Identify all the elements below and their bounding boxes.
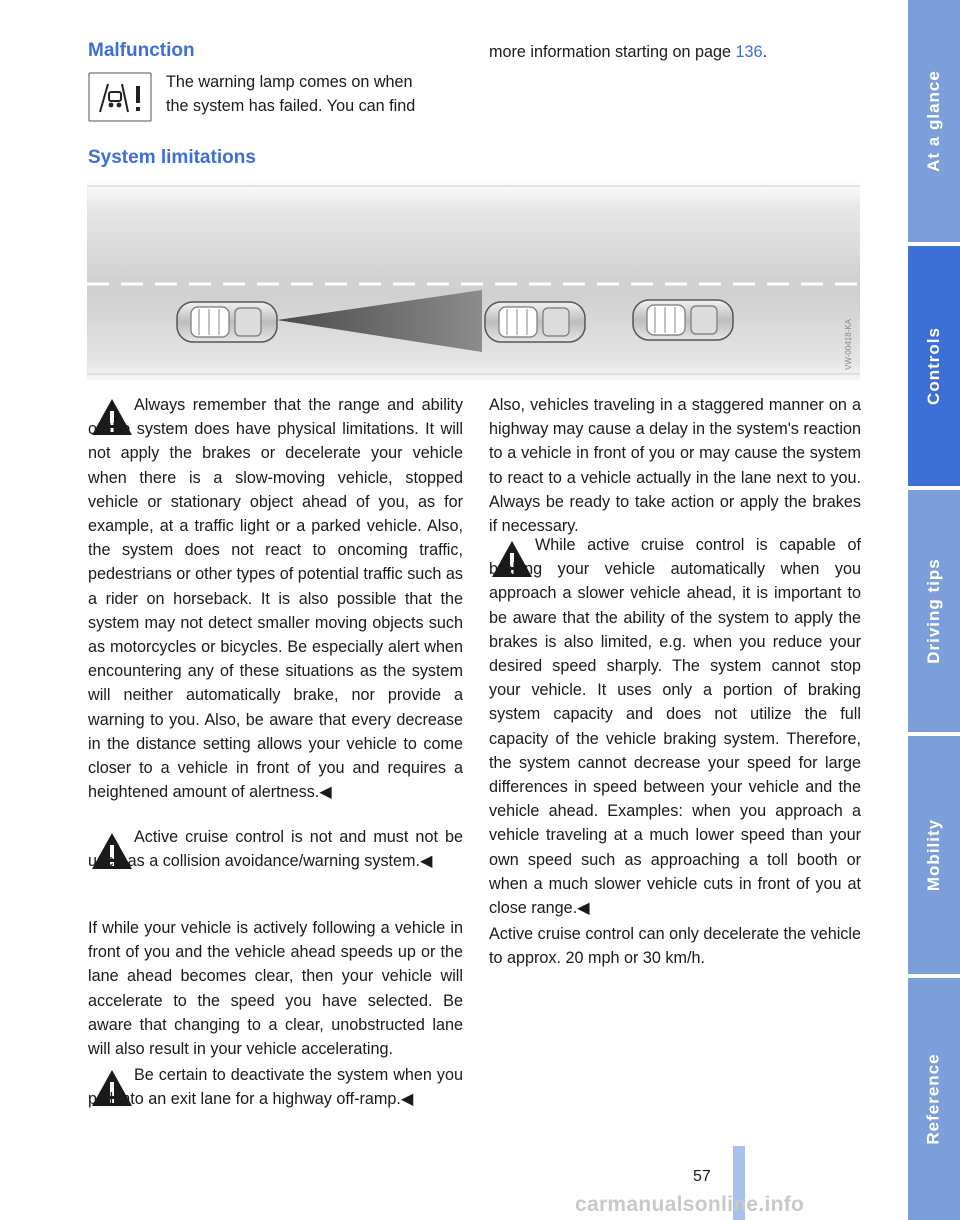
- staggered-text: Also, vehicles traveling in a staggered manner on a highway may cause a delay in the system's reaction to a vehicle in front of you or may cause the system to react to a vehicle actually in the lane next to you. Always be ready to take action or apply the brakes if necessary.: [489, 396, 861, 536]
- page-link[interactable]: 136: [735, 43, 763, 61]
- page-number: 57: [693, 1168, 711, 1185]
- warning-deactivate: [88, 1063, 463, 1111]
- tab-reference[interactable]: [908, 978, 960, 1220]
- vehicle-ahead: [485, 302, 585, 342]
- tab-reference-label: Reference: [924, 1053, 943, 1145]
- malfunction-continued-text: more information starting on page: [489, 43, 736, 61]
- tab-driving-tips-label: Driving tips: [924, 558, 944, 664]
- own-vehicle: [177, 302, 277, 342]
- warning-braking-limits: [489, 533, 861, 920]
- malfunction-line-2: the system has failed. You can find: [166, 97, 416, 116]
- decelerate-limit-paragraph: [489, 922, 861, 970]
- system-limitations-heading: System limitations: [88, 147, 256, 168]
- malfunction-text: [166, 70, 456, 118]
- tab-at-a-glance-label: At a glance: [924, 70, 944, 172]
- warning-not-collision-text: Active cruise control is not and must not be used as a collision avoidance/warning system.◀: [88, 828, 463, 871]
- radar-range-illustration: [87, 180, 860, 380]
- following-paragraph: [88, 916, 463, 1061]
- cruise-control-warning-lamp-icon: [88, 72, 152, 122]
- warning-range-text: Always remember that the range and ability of the system does have physical limitations. It will not apply the brakes or decelerate your vehicle when there is a slow-moving vehicle, stopped vehicle or stationary object ahead of you, as for example, at a traffic light or a parked vehicle. Also, the system does not react to oncoming traffic, pedestrians or other types of potential traffic such as a rider on horseback. It is also possible that the system may not detect smaller moving objects such as motorcycles or bicycles. Be especially alert when encountering any of these situations as the system will neither automatically brake, nor provide a warning to you. Also, be aware that every decrease in the distance setting allows your vehicle to come closer to a vehicle in front of you and requires a heightened amount of alertness.◀: [88, 396, 463, 802]
- tab-controls-label: Controls: [924, 327, 944, 405]
- warning-deactivate-text: Be certain to deactivate the system when you pull into an exit lane for a highway off-ramp.◀: [88, 1066, 463, 1109]
- tab-mobility[interactable]: [908, 736, 960, 974]
- warning-braking-text: While active cruise control is capable of braking your vehicle automatically when you approach a slower vehicle ahead, it is important to be aware that the ability of the system to apply the brakes is also limited, e.g. when you reduce your desired speed sharply. The system cannot stop your vehicle. It uses only a portion of braking system capacity and does not utilize the full capacity of the vehicle braking system. Therefore, the system cannot decrease your speed for large differences in speed between your vehicle and the vehicle ahead. Examples: when you approach a vehicle traveling at a much lower speed than your own speed such as approaching a toll booth or when a much slower vehicle cuts in front of you at close range.◀: [489, 536, 861, 918]
- staggered-paragraph: [489, 393, 861, 538]
- warning-range-limitations: [88, 393, 463, 804]
- image-code: VW-00418-KA: [844, 319, 853, 370]
- watermark: carmanualsonline.info: [575, 1193, 805, 1216]
- tab-at-a-glance[interactable]: [908, 0, 960, 242]
- tab-driving-tips[interactable]: [908, 490, 960, 732]
- malfunction-heading: Malfunction: [88, 40, 195, 61]
- period: .: [762, 43, 768, 61]
- decelerate-limit-text: Active cruise control can only decelerate the vehicle to approx. 20 mph or 30 km/h.: [489, 925, 861, 968]
- malfunction-line-1: The warning lamp comes on when: [166, 73, 413, 91]
- warning-not-collision-system: [88, 825, 463, 873]
- vehicle-far-ahead: [633, 300, 733, 340]
- section-sidebar: [908, 0, 960, 1220]
- malfunction-continued: [489, 40, 869, 64]
- tab-mobility-label: Mobility: [924, 818, 943, 892]
- tab-controls[interactable]: [908, 246, 960, 486]
- following-text: If while your vehicle is actively following a vehicle in front of you and the vehicle ahead speeds up or the lane ahead becomes clear, then your vehicle will accelerate to the speed you have selected. Be aware that changing to a clear, unobstructed lane will also result in your vehicle accelerating.: [88, 919, 463, 1059]
